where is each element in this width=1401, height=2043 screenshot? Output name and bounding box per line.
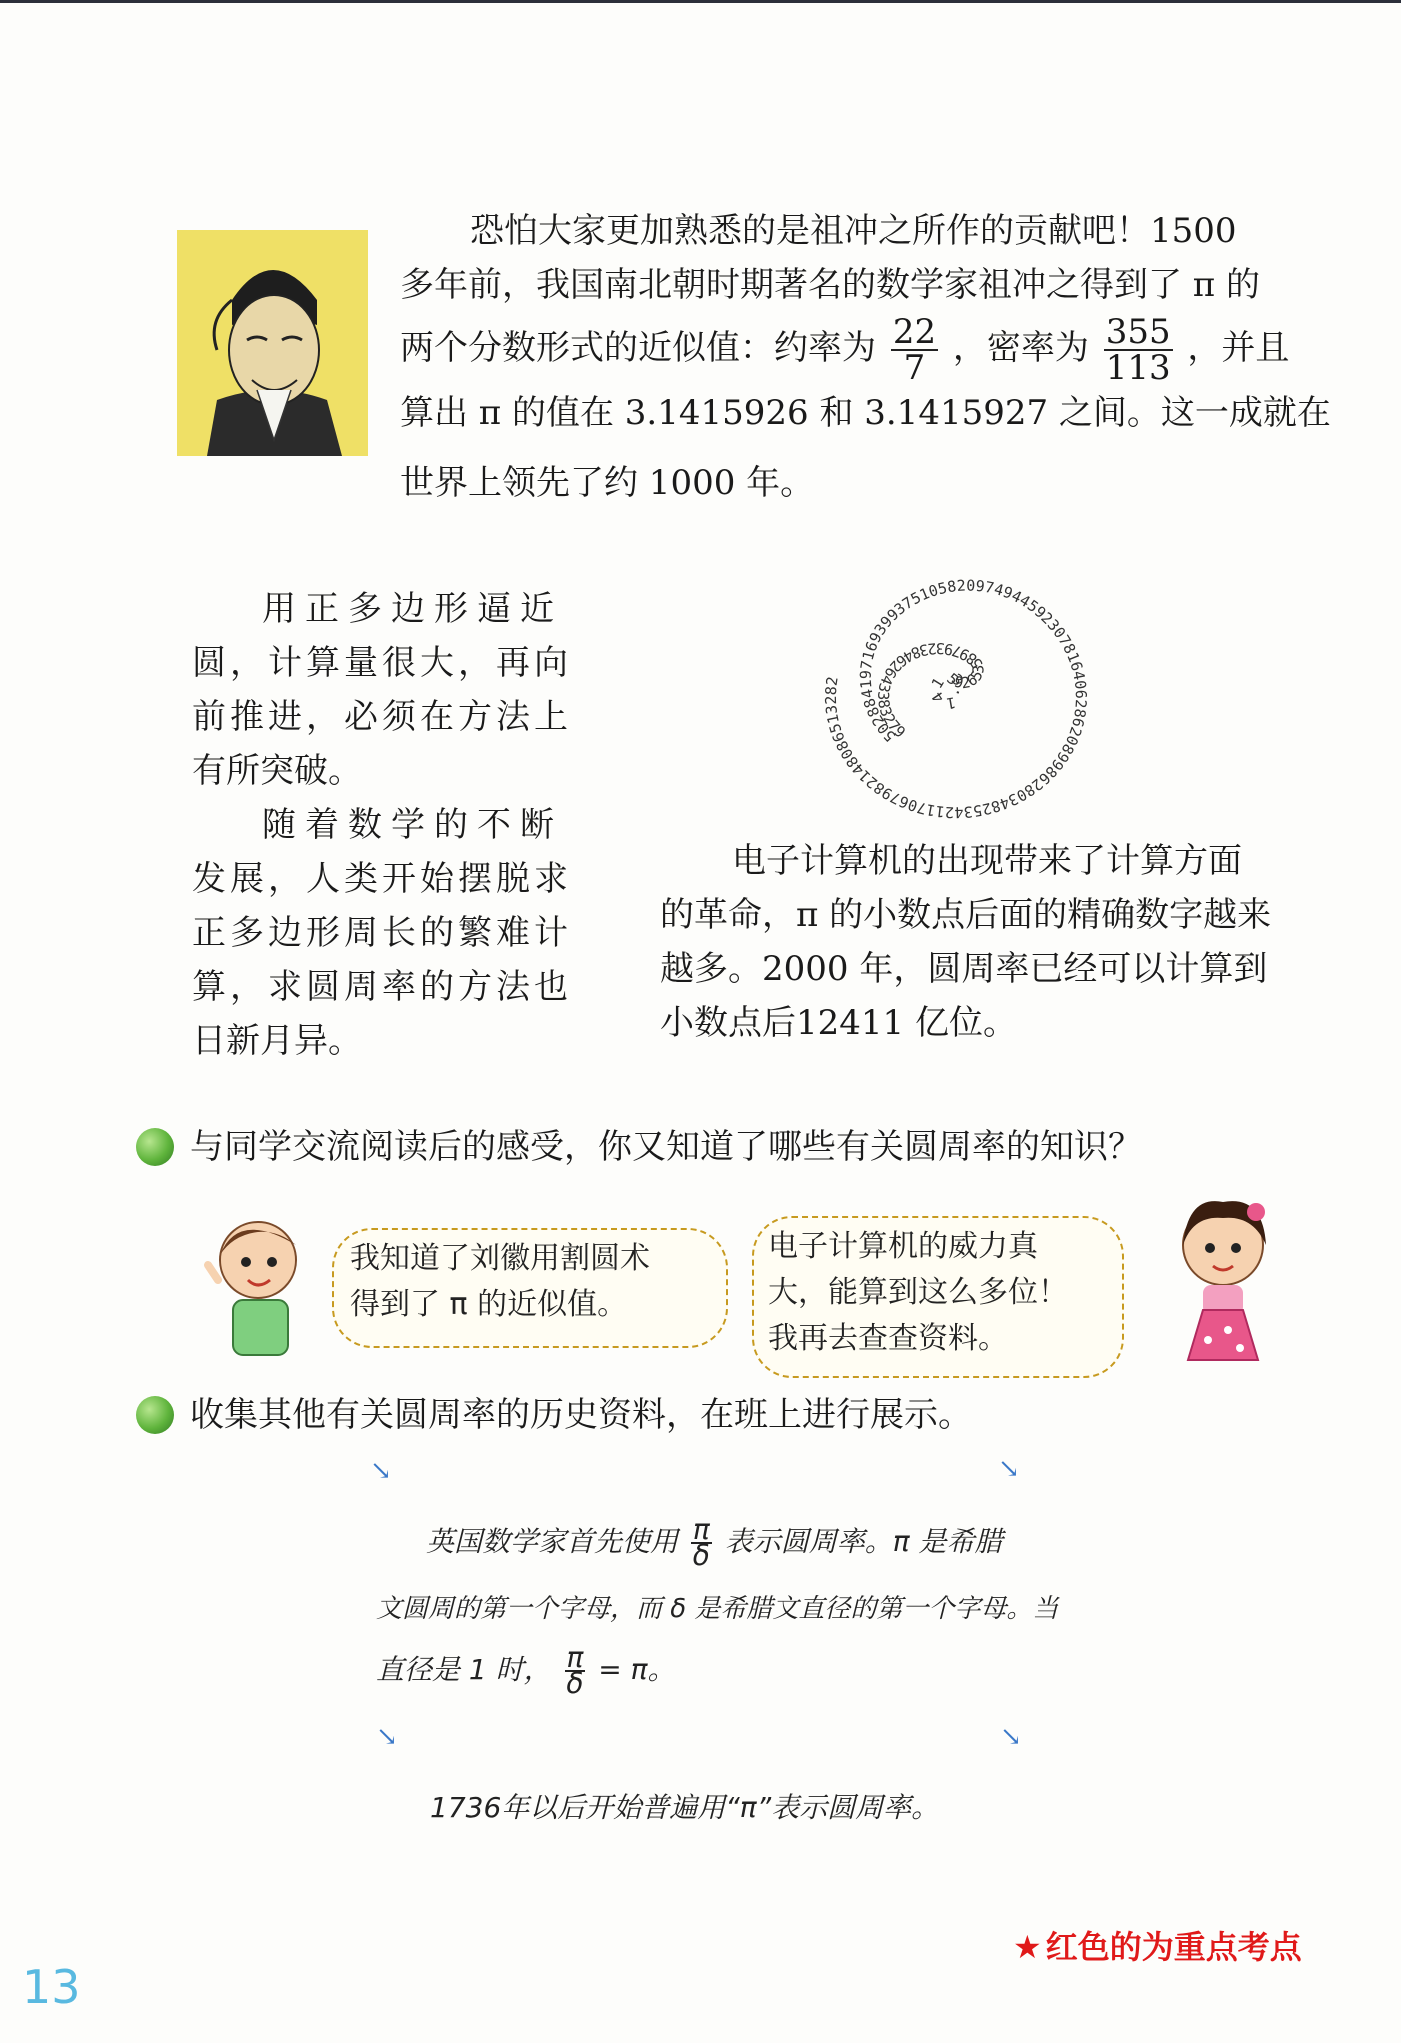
page-number: 13 <box>22 1960 81 2014</box>
top-rule <box>0 0 1401 3</box>
para1-line3-b: ，密率为 <box>952 328 1089 368</box>
girl-bubble-line2: 大，能算到这么多位！ <box>768 1275 1068 1310</box>
para1-line5: 世界上领先了约 1000 年。 <box>400 463 815 503</box>
note1-a: 英国数学家首先使用 <box>426 1525 679 1558</box>
girl-illustration <box>1158 1190 1288 1370</box>
svg-text:3.1415926535897932384626433832 <box>800 570 1090 820</box>
girl-bubble-line3: 我再去查查资料。 <box>768 1321 1008 1356</box>
boy-speech-bubble <box>332 1228 728 1348</box>
frac1-denominator: 7 <box>903 348 926 388</box>
star-icon: ★ <box>1013 1928 1042 1966</box>
corner-arrow-icon: ↘ <box>376 1722 398 1752</box>
note1-line1 <box>426 1514 1002 1570</box>
left-line5: 随着数学的不断 <box>262 805 563 845</box>
zu-chongzhi-portrait <box>177 230 368 456</box>
para1-line1: 恐怕大家更加熟悉的是祖冲之所作的贡献吧！1500 <box>470 211 1237 251</box>
question1: 与同学交流阅读后的感受，你又知道了哪些有关圆周率的知识？ <box>190 1127 1142 1167</box>
pi-over-delta-fraction <box>691 1513 712 1572</box>
para1-line3-a: 两个分数形式的近似值：约率为 <box>400 328 876 368</box>
note1-l3a: 直径是 1 时， <box>376 1653 552 1686</box>
pi-digits-spiral <box>800 570 1100 820</box>
boy-bubble-line1: 我知道了刘徽用割圆术 <box>350 1241 650 1276</box>
pi-over-delta-fraction-2 <box>565 1641 586 1700</box>
para1-line3-c: ，并且 <box>1187 328 1290 368</box>
note1-b: 表示圆周率。π 是希腊 <box>724 1525 1003 1558</box>
frac1-numerator: 22 <box>892 312 937 352</box>
corner-arrow-icon: ↘ <box>1000 1722 1022 1752</box>
para1-line4: 算出 π 的值在 3.1415926 和 3.1415927 之间。这一成就在 <box>400 393 1331 433</box>
note1-frac2-num: π <box>566 1641 584 1674</box>
question2: 收集其他有关圆周率的历史资料，在班上进行展示。 <box>190 1395 972 1435</box>
boy-bubble-line2: 得到了 π 的近似值。 <box>350 1287 628 1322</box>
note1-frac-num: π <box>692 1513 710 1546</box>
note1-line3 <box>376 1641 676 1700</box>
note1-line2: 文圆周的第一个字母，而 δ 是希腊文直径的第一个字母。当 <box>376 1594 1059 1624</box>
corner-arrow-icon: ↘ <box>998 1454 1020 1484</box>
left-line7: 正多边形周长的繁难计 <box>192 913 572 953</box>
girl-bubble-line1: 电子计算机的威力真 <box>768 1229 1038 1264</box>
left-line1: 用正多边形逼近 <box>262 589 563 629</box>
handwritten-note-2: 1736年以后开始普遍用“π”表示圆周率。 <box>430 1791 940 1824</box>
boy-illustration <box>198 1210 308 1370</box>
green-bullet-icon <box>136 1128 174 1166</box>
left-line9: 日新月异。 <box>192 1021 362 1061</box>
corner-arrow-icon: ↘ <box>370 1456 392 1486</box>
pi-digits-text: 3.141592653589793238462643383279502884197169399375105820974944592307816406286208998628034825342117067982148086513282 <box>821 576 1091 820</box>
note1-frac-den: δ <box>692 1539 710 1572</box>
left-line2: 圆，计算量很大，再向 <box>192 643 572 683</box>
frac2-denominator: 113 <box>1105 348 1171 388</box>
left-line6: 发展，人类开始摆脱求 <box>192 859 572 899</box>
left-line4: 有所突破。 <box>192 751 362 791</box>
para1-line3 <box>400 312 1290 388</box>
para1-line2: 多年前，我国南北朝时期著名的数学家祖冲之得到了 π 的 <box>400 265 1260 305</box>
note1-l3b: = π。 <box>598 1653 676 1686</box>
footer-key-points <box>1013 1922 1302 1968</box>
right-line1: 电子计算机的出现带来了计算方面 <box>732 841 1242 881</box>
left-line3: 前推进，必须在方法上 <box>192 697 572 737</box>
green-bullet-icon <box>136 1396 174 1434</box>
footer-text: 红色的为重点考点 <box>1045 1928 1302 1966</box>
fraction-22-7 <box>891 312 938 388</box>
right-line4: 小数点后12411 亿位。 <box>660 1003 1017 1043</box>
right-line2: 的革命，π 的小数点后面的精确数字越来 <box>660 895 1272 935</box>
portrait-illustration <box>177 230 368 456</box>
note1-frac2-den: δ <box>566 1667 584 1700</box>
left-line8: 算，求圆周率的方法也 <box>192 967 572 1007</box>
fraction-355-113 <box>1104 312 1173 388</box>
right-line3: 越多。2000 年，圆周率已经可以计算到 <box>660 949 1268 989</box>
girl-speech-bubble <box>752 1216 1124 1378</box>
frac2-numerator: 355 <box>1105 312 1171 352</box>
